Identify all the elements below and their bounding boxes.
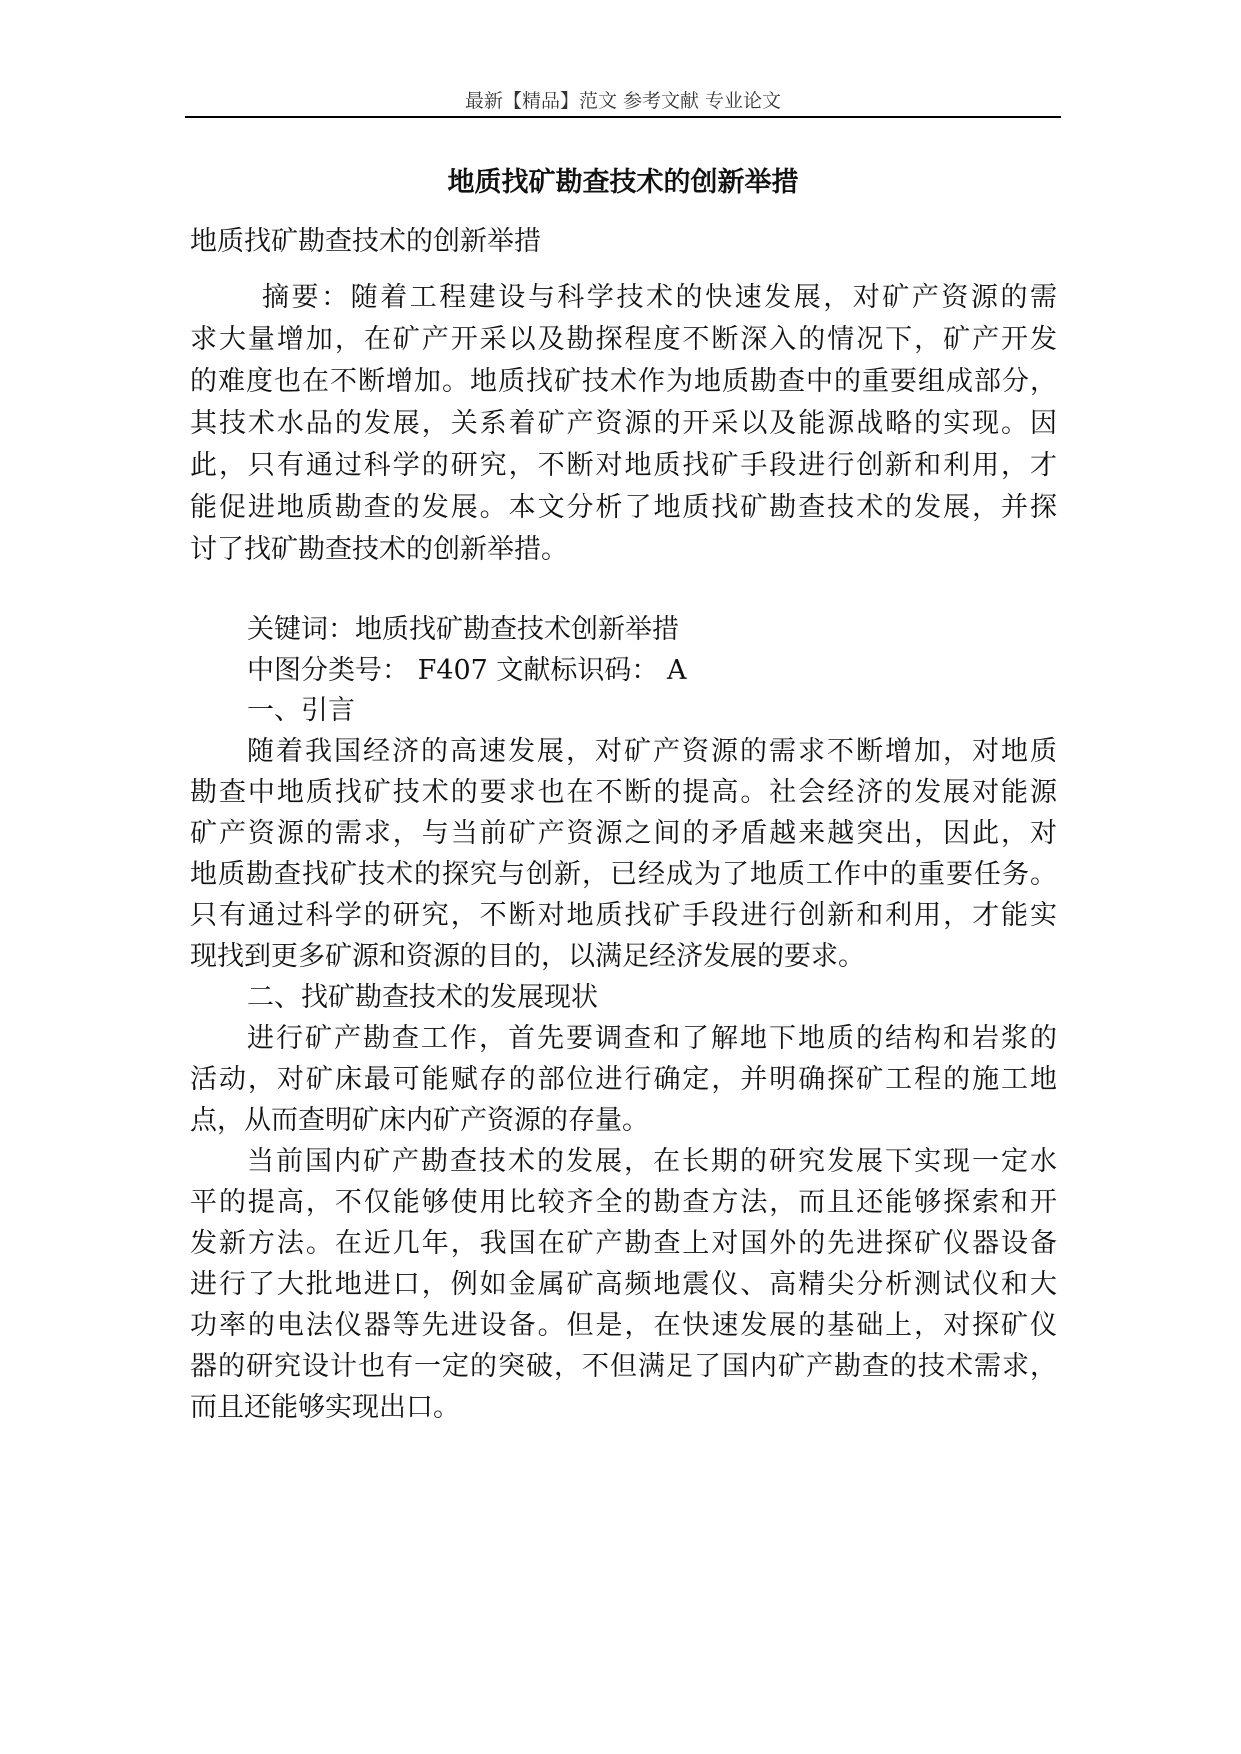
keywords: 关键词：地质找矿勘查技术创新举措 bbox=[247, 614, 679, 645]
body-line: 发新方法。在近几年，我国在矿产勘查上对国外的先进探矿仪器设备 bbox=[190, 1228, 1057, 1259]
abstract-line: 其技术水品的发展，关系着矿产资源的开采以及能源战略的实现。因 bbox=[190, 408, 1057, 439]
body-line: 现找到更多矿源和资源的目的，以满足经济发展的要求。 bbox=[190, 941, 865, 972]
body-line: 地质勘查找矿技术的探究与创新，已经成为了地质工作中的重要任务。 bbox=[190, 859, 1057, 890]
body-line: 器的研究设计也有一定的突破，不但满足了国内矿产勘查的技术需求， bbox=[190, 1351, 1057, 1382]
abstract-line: 的难度也在不断增加。地质找矿技术作为地质勘查中的重要组成部分， bbox=[190, 366, 1057, 397]
classification-codes: 中图分类号： F407 文献标识码： A bbox=[247, 655, 687, 686]
abstract-line: 此，只有通过科学的研究，不断对地质找矿手段进行创新和利用，才 bbox=[190, 450, 1057, 481]
body-line: 只有通过科学的研究，不断对地质找矿手段进行创新和利用，才能实 bbox=[190, 900, 1057, 931]
section-heading: 二、找矿勘查技术的发展现状 bbox=[247, 982, 598, 1013]
body-line: 随着我国经济的高速发展，对矿产资源的需求不断增加，对地质 bbox=[247, 736, 1057, 767]
body-line: 当前国内矿产勘查技术的发展，在长期的研究发展下实现一定水 bbox=[247, 1146, 1057, 1177]
abstract-line: 讨了找矿勘查技术的创新举措。 bbox=[190, 534, 568, 565]
body-line: 而且还能够实现出口。 bbox=[190, 1392, 460, 1423]
abstract-line: 摘要：随着工程建设与科学技术的快速发展，对矿产资源的需 bbox=[262, 282, 1057, 313]
page-header: 最新【精品】范文 参考文献 专业论文 bbox=[464, 90, 782, 112]
body-line: 功率的电法仪器等先进设备。但是，在快速发展的基础上，对探矿仪 bbox=[190, 1310, 1057, 1341]
body-line: 勘查中地质找矿技术的要求也在不断的提高。社会经济的发展对能源 bbox=[190, 777, 1057, 808]
section-heading: 一、引言 bbox=[247, 695, 355, 726]
abstract-line: 能促进地质勘查的发展。本文分析了地质找矿勘查技术的发展，并探 bbox=[190, 492, 1057, 523]
body-line: 活动，对矿床最可能赋存的部位进行确定，并明确探矿工程的施工地 bbox=[190, 1064, 1057, 1095]
body-line: 进行了大批地进口，例如金属矿高频地震仪、高精尖分析测试仪和大 bbox=[190, 1269, 1057, 1300]
body-line: 点，从而查明矿床内矿产资源的存量。 bbox=[190, 1105, 649, 1136]
body-line: 进行矿产勘查工作，首先要调查和了解地下地质的结构和岩浆的 bbox=[247, 1023, 1057, 1054]
document-subtitle: 地质找矿勘查技术的创新举措 bbox=[190, 226, 541, 257]
header-rule bbox=[185, 116, 1061, 118]
abstract-line: 求大量增加，在矿产开采以及勘探程度不断深入的情况下，矿产开发 bbox=[190, 324, 1057, 355]
body-line: 平的提高，不仅能够使用比较齐全的勘查方法，而且还能够探索和开 bbox=[190, 1187, 1057, 1218]
document-title: 地质找矿勘查技术的创新举措 bbox=[447, 167, 799, 198]
body-line: 矿产资源的需求，与当前矿产资源之间的矛盾越来越突出，因此，对 bbox=[190, 818, 1057, 849]
